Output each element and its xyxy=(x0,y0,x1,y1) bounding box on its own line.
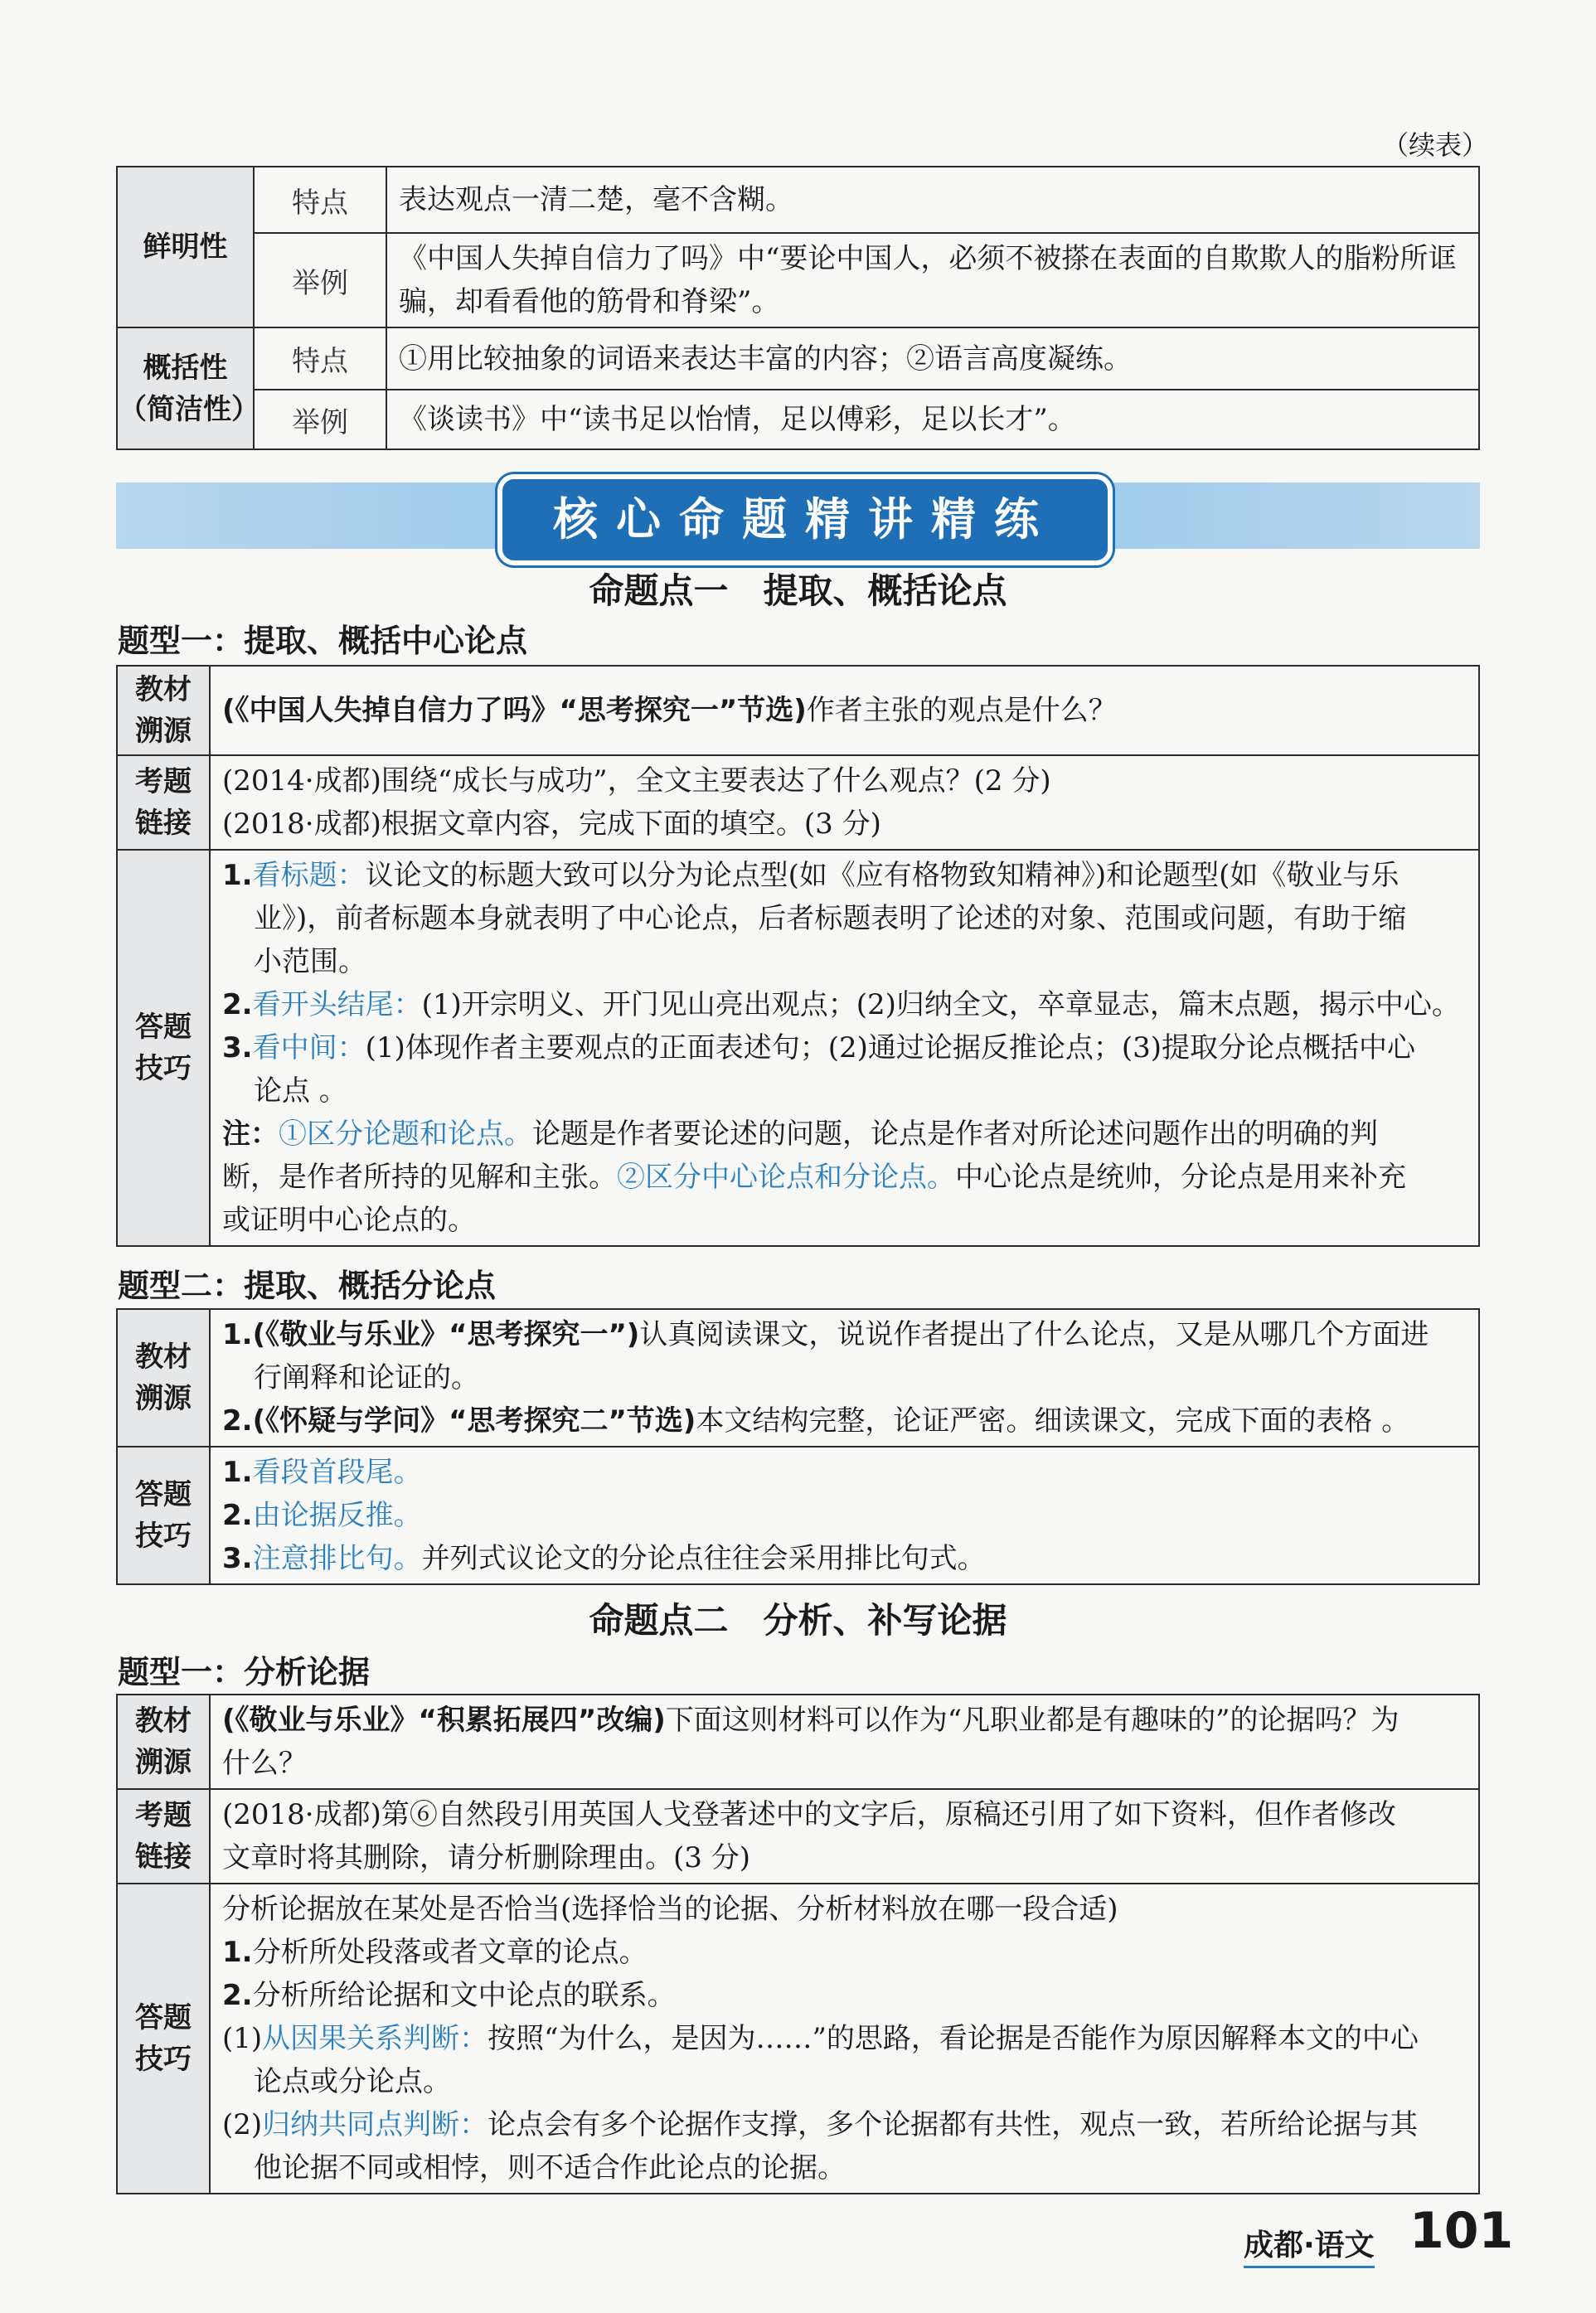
tips-text: 分析论据放在某处是否恰当(选择恰当的论据、分析材料放在哪一段合适) 1.分析所处段落或者文章的论点。 2.分析所给论据和文中论点的联系。 (1)从因果关系判断：按照“为什么，是因为……”的思路，看论据是否能作为原因解释本文的中心 论点或分论点。 (2)归纳共同点判断：论点会有多个论据作支撑，多个论据都有共性，观点一致，若所给论据与其 他论据不同或相悖，则不适合作此论点的论据。 xyxy=(210,1884,1479,2194)
question-type-title: 题型二：提取、概括分论点 xyxy=(118,1268,497,1304)
footer-book: 成都·语文 xyxy=(1244,2222,1375,2268)
feature-text: ①用比较抽象的词语来表达丰富的内容；②语言高度凝练。 xyxy=(386,327,1479,390)
feature-text: 表达观点一清二楚，毫不含糊。 xyxy=(386,167,1479,233)
sub-label: 特点 xyxy=(254,167,386,233)
question-type-title: 题型一：提取、概括中心论点 xyxy=(118,623,528,659)
top-table xyxy=(116,166,1480,450)
question-type-title: 题型一：分析论据 xyxy=(118,1654,371,1690)
category-cell: 概括性 （简洁性） xyxy=(117,327,254,449)
link-text: (2018·成都)第⑥自然段引用英国人戈登著述中的文字后，原稿还引用了如下资料，但作者修改 文章时将其删除，请分析删除理由。(3 分) xyxy=(210,1789,1479,1884)
tips-text: 1.看标题：议论文的标题大致可以分为论点型(如《应有格物致知精神》)和论题型(如《敬业与乐 业》)，前者标题本身就表明了中心论点，后者标题表明了论述的对象、范围或问题，有助于缩 小范围。 2.看开头结尾：(1)开宗明义、开门见山亮出观点；(2)归纳全文，卒章显志，篇末点题，揭示中心。 3.看中间：(1)体现作者主要观点的正面表述句；(2)通过论据反推论点；(3)提取分论点概括中心 论点 。 注：①区分论题和论点。论题是作者要论述的问题，论点是作者对所论述问题作出的明确的判 断，是作者所持的见解和主张。②区分中心论点和分论点。中心论点是统帅，分论点是用来补充 或证明中心论点的。 xyxy=(210,850,1479,1246)
source-text: 1.(《敬业与乐业》“思考探究一”)认真阅读课文，说说作者提出了什么论点，又是从哪几个方面进 行阐释和论证的。 2.(《怀疑与学问》“思考探究二”节选)本文结构完整，论证严密。细读课文，完成下面的表格 。 xyxy=(210,1309,1479,1447)
type2-table xyxy=(116,1308,1480,1585)
source-label: 教材 溯源 xyxy=(117,1695,210,1789)
section-heading: 命题点一 提取、概括论点 xyxy=(589,570,1007,611)
type1-table xyxy=(116,665,1480,1247)
analysis-table xyxy=(116,1694,1480,2194)
sub-label: 举例 xyxy=(254,233,386,327)
banner-title: 核心命题精讲精练 xyxy=(497,474,1113,565)
category-cell: 鲜明性 xyxy=(117,167,254,327)
source-label: 教材 溯源 xyxy=(117,666,210,755)
tips-label: 答题 技巧 xyxy=(117,1447,210,1584)
link-label: 考题 链接 xyxy=(117,1789,210,1884)
link-label: 考题 链接 xyxy=(117,755,210,850)
source-label: 教材 溯源 xyxy=(117,1309,210,1447)
example-text: 《谈读书》中“读书足以怡情，足以傅彩，足以长才”。 xyxy=(386,390,1479,449)
sub-label: 特点 xyxy=(254,327,386,390)
continued-label: （续表） xyxy=(1381,129,1488,161)
sub-label: 举例 xyxy=(254,390,386,449)
source-text: (《敬业与乐业》“积累拓展四”改编)下面这则材料可以作为“凡职业都是有趣味的”的论据吗？为 什么？ xyxy=(210,1695,1479,1789)
tips-label: 答题 技巧 xyxy=(117,1884,210,2194)
example-text: 《中国人失掉自信力了吗》中“要论中国人，必须不被搽在表面的自欺欺人的脂粉所诓骗，却看看他的筋骨和脊梁”。 xyxy=(386,233,1479,327)
tips-label: 答题 技巧 xyxy=(117,850,210,1246)
section-heading: 命题点二 分析、补写论据 xyxy=(589,1600,1007,1641)
tips-text: 1.看段首段尾。 2.由论据反推。 3.注意排比句。并列式议论文的分论点往往会采用排比句式。 xyxy=(210,1447,1479,1584)
link-text: (2014·成都)围绕“成长与成功”，全文主要表达了什么观点？(2 分) (2018·成都)根据文章内容，完成下面的填空。(3 分) xyxy=(210,755,1479,850)
source-text: (《中国人失掉自信力了吗》“思考探究一”节选)作者主张的观点是什么？ xyxy=(210,666,1479,755)
page-number: 101 xyxy=(1409,2202,1514,2260)
